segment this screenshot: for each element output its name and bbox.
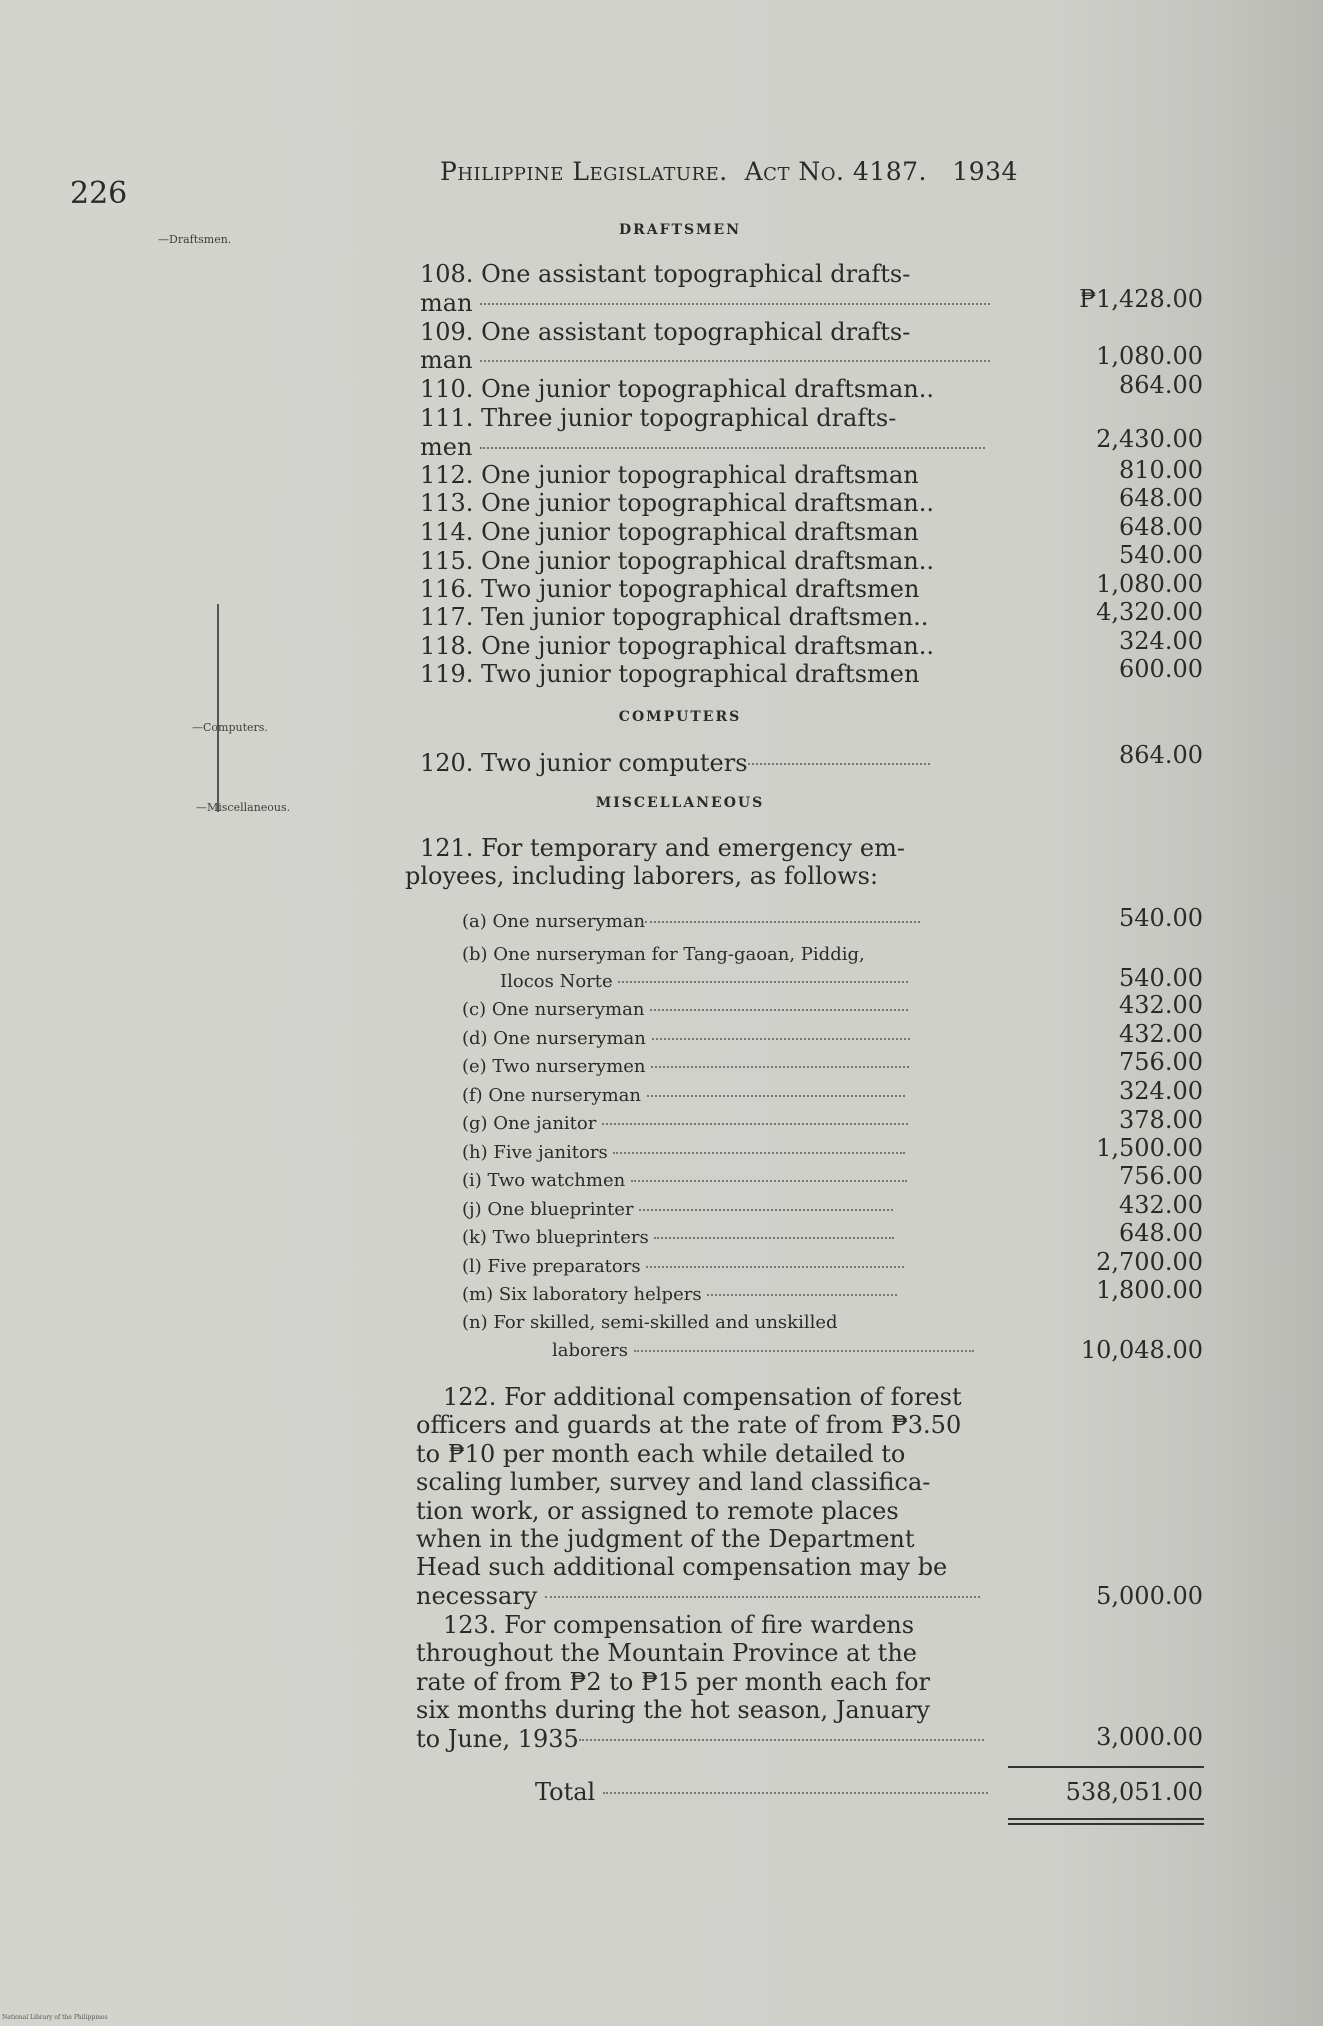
total-amount: 538,051.00 xyxy=(1065,1778,1203,1806)
item-116: 116. Two junior topographical draftsmen xyxy=(420,575,920,603)
sub-item-b-label2: Ilocos Norte xyxy=(500,971,613,992)
dot-leader xyxy=(579,1739,984,1741)
dot-leader xyxy=(651,1066,909,1068)
item-111-line2 xyxy=(420,433,980,461)
sub-item-h xyxy=(462,1141,905,1165)
item-123-line-text: to June, 1935 xyxy=(416,1724,579,1753)
sub-item-m-label: (m) Six laboratory helpers xyxy=(462,1284,702,1305)
item-115: 115. One junior topographical draftsman.. xyxy=(420,547,934,575)
sub-item-e-label: (e) Two nurserymen xyxy=(462,1056,646,1077)
item-109-line1: 109. One assistant topographical drafts- xyxy=(420,318,911,346)
sub-item-i-amount: 756.00 xyxy=(1119,1162,1203,1190)
sub-item-f xyxy=(462,1084,905,1108)
sub-item-j-label: (j) One blueprinter xyxy=(462,1199,634,1220)
item-123-line: six months during the hot season, January xyxy=(416,1696,930,1725)
header-legislature: Philippine Legislature. xyxy=(440,157,728,186)
dot-leader xyxy=(618,981,908,983)
sub-item-m xyxy=(462,1283,897,1307)
item-123-line: 123. For compensation of fire wardens xyxy=(443,1611,915,1639)
header-year: 1934 xyxy=(952,157,1018,186)
total-rule-top xyxy=(1008,1766,1204,1768)
item-122-line: to ₱10 per month each while detailed to xyxy=(416,1439,906,1468)
dot-leader xyxy=(652,1038,910,1040)
section-heading-miscellaneous: MISCELLANEOUS xyxy=(595,795,765,811)
item-121-line2: ployees, including laborers, as follows: xyxy=(405,862,879,890)
item-118-amount: 324.00 xyxy=(1119,627,1203,655)
margin-note-draftsmen: —Draftsmen. xyxy=(158,233,232,246)
dot-leader xyxy=(748,763,930,765)
item-122-line: when in the judgment of the Department xyxy=(416,1525,915,1554)
total-row xyxy=(535,1778,1095,1806)
sub-item-l-label: (l) Five preparators xyxy=(462,1256,641,1277)
item-122-line-last xyxy=(416,1582,1001,1610)
item-120 xyxy=(420,749,980,777)
sub-item-c-label: (c) One nurseryman xyxy=(462,999,645,1020)
item-119: 119. Two junior topographical draftsmen xyxy=(420,660,920,688)
item-123-paragraph xyxy=(416,1611,1001,1753)
item-122-line: Head such additional compensation may be xyxy=(416,1553,948,1582)
dot-leader xyxy=(650,1009,908,1011)
item-113: 113. One junior topographical draftsman.. xyxy=(420,489,934,517)
sub-item-c xyxy=(462,998,908,1022)
item-122-line: scaling lumber, survey and land classifica- xyxy=(416,1468,931,1497)
sub-item-b-line1: (b) One nurseryman for Tang-gaoan, Piddig, xyxy=(462,944,865,965)
sub-item-b-line2 xyxy=(500,970,908,994)
sub-item-l xyxy=(462,1255,904,1279)
sub-item-i xyxy=(462,1169,907,1193)
item-113-amount: 648.00 xyxy=(1119,484,1203,512)
sub-item-k-label: (k) Two blueprinters xyxy=(462,1227,649,1248)
sub-item-j xyxy=(462,1198,893,1222)
item-123-line-last xyxy=(416,1725,1001,1753)
sub-item-f-amount: 324.00 xyxy=(1119,1077,1203,1105)
sub-item-m-amount: 1,800.00 xyxy=(1096,1276,1203,1304)
item-109-amount: 1,080.00 xyxy=(1096,342,1203,370)
dot-leader xyxy=(545,1596,980,1598)
sub-item-e xyxy=(462,1055,909,1079)
sub-item-g xyxy=(462,1112,908,1136)
dot-leader xyxy=(707,1294,897,1296)
sub-item-n-line1: (n) For skilled, semi-skilled and unskilled xyxy=(462,1312,838,1333)
sub-item-c-amount: 432.00 xyxy=(1119,991,1203,1019)
sub-item-h-label: (h) Five janitors xyxy=(462,1142,608,1163)
item-123-line: rate of from ₱2 to ₱15 per month each for xyxy=(416,1667,930,1696)
total-rule-double-2 xyxy=(1008,1823,1204,1825)
item-122-line: tion work, or assigned to remote places xyxy=(416,1496,899,1525)
item-119-amount: 600.00 xyxy=(1119,655,1203,683)
sub-item-a-label: (a) One nurseryman xyxy=(462,911,646,932)
item-122-paragraph xyxy=(416,1383,1001,1610)
dot-leader xyxy=(645,921,920,923)
total-label: Total xyxy=(535,1778,596,1806)
item-111-amount: 2,430.00 xyxy=(1096,425,1203,453)
item-123-line: throughout the Mountain Province at the xyxy=(416,1639,917,1668)
sub-item-a-amount: 540.00 xyxy=(1119,904,1203,932)
item-117-amount: 4,320.00 xyxy=(1096,598,1203,626)
sub-item-d-label: (d) One nurseryman xyxy=(462,1028,646,1049)
dot-leader xyxy=(646,1266,904,1268)
sub-item-e-amount: 756.00 xyxy=(1119,1048,1203,1076)
section-heading-computers: COMPUTERS xyxy=(618,709,742,725)
item-109-line2 xyxy=(420,346,980,374)
item-111-line1: 111. Three junior topographical drafts- xyxy=(420,404,897,432)
item-115-amount: 540.00 xyxy=(1119,541,1203,569)
item-112-amount: 810.00 xyxy=(1119,456,1203,484)
item-121-line1: 121. For temporary and emergency em- xyxy=(420,834,905,862)
item-120-amount: 864.00 xyxy=(1119,741,1203,769)
sub-item-n-label2: laborers xyxy=(552,1340,628,1361)
dot-leader xyxy=(639,1209,893,1211)
item-108-line1: 108. One assistant topographical drafts- xyxy=(420,260,911,288)
margin-note-miscellaneous: —Miscellaneous. xyxy=(196,801,291,814)
sub-item-j-amount: 432.00 xyxy=(1119,1191,1203,1219)
item-116-amount: 1,080.00 xyxy=(1096,570,1203,598)
sub-item-l-amount: 2,700.00 xyxy=(1096,1248,1203,1276)
sub-item-a xyxy=(462,910,920,934)
sub-item-k xyxy=(462,1226,894,1250)
item-118: 118. One junior topographical draftsman.. xyxy=(420,632,934,660)
dot-leader xyxy=(634,1350,974,1352)
sub-item-h-amount: 1,500.00 xyxy=(1096,1134,1203,1162)
item-110: 110. One junior topographical draftsman.. xyxy=(420,375,934,403)
dot-leader xyxy=(631,1180,907,1182)
item-120-text: 120. Two junior computers xyxy=(420,749,748,777)
item-108-line2-text: man xyxy=(420,289,473,317)
total-rule-double-1 xyxy=(1008,1818,1204,1820)
sub-item-b-amount: 540.00 xyxy=(1119,964,1203,992)
sub-item-k-amount: 648.00 xyxy=(1119,1219,1203,1247)
item-123-amount: 3,000.00 xyxy=(1096,1723,1203,1751)
sub-item-n-amount: 10,048.00 xyxy=(1080,1336,1203,1364)
sub-item-d-amount: 432.00 xyxy=(1119,1020,1203,1048)
section-heading-draftsmen: DRAFTSMEN xyxy=(618,222,742,238)
running-header xyxy=(440,157,1018,186)
item-111-line2-text: men xyxy=(420,433,473,461)
item-114: 114. One junior topographical draftsman xyxy=(420,518,919,546)
item-122-line: 122. For additional compensation of forest xyxy=(443,1383,962,1411)
sub-item-g-amount: 378.00 xyxy=(1119,1106,1203,1134)
sub-item-i-label: (i) Two watchmen xyxy=(462,1170,626,1191)
scan-footer: National Library of the Philippines xyxy=(2,2014,108,2021)
dot-leader xyxy=(613,1152,905,1154)
margin-bracket-line xyxy=(217,604,219,812)
item-112: 112. One junior topographical draftsman xyxy=(420,461,919,489)
item-108-amount: ₱1,428.00 xyxy=(1079,285,1203,313)
header-act: Act No. 4187. xyxy=(744,157,927,186)
dot-leader xyxy=(480,360,990,362)
item-122-line-text: necessary xyxy=(416,1581,538,1610)
sub-item-d xyxy=(462,1027,910,1051)
sub-item-n-line2 xyxy=(552,1339,974,1363)
item-109-line2-text: man xyxy=(420,346,473,374)
dot-leader xyxy=(480,447,985,449)
dot-leader xyxy=(603,1792,988,1794)
dot-leader xyxy=(480,303,990,305)
dot-leader xyxy=(602,1123,908,1125)
item-110-amount: 864.00 xyxy=(1119,371,1203,399)
dot-leader xyxy=(647,1095,905,1097)
margin-note-computers: —Computers. xyxy=(192,721,268,734)
page-number: 226 xyxy=(70,176,128,211)
item-117: 117. Ten junior topographical draftsmen.. xyxy=(420,603,929,631)
item-122-amount: 5,000.00 xyxy=(1096,1582,1203,1610)
item-108-line2 xyxy=(420,289,980,317)
sub-item-f-label: (f) One nurseryman xyxy=(462,1085,641,1106)
item-114-amount: 648.00 xyxy=(1119,513,1203,541)
item-122-line: officers and guards at the rate of from ₱3.50 xyxy=(416,1411,962,1440)
sub-item-g-label: (g) One janitor xyxy=(462,1113,597,1134)
dot-leader xyxy=(654,1237,894,1239)
